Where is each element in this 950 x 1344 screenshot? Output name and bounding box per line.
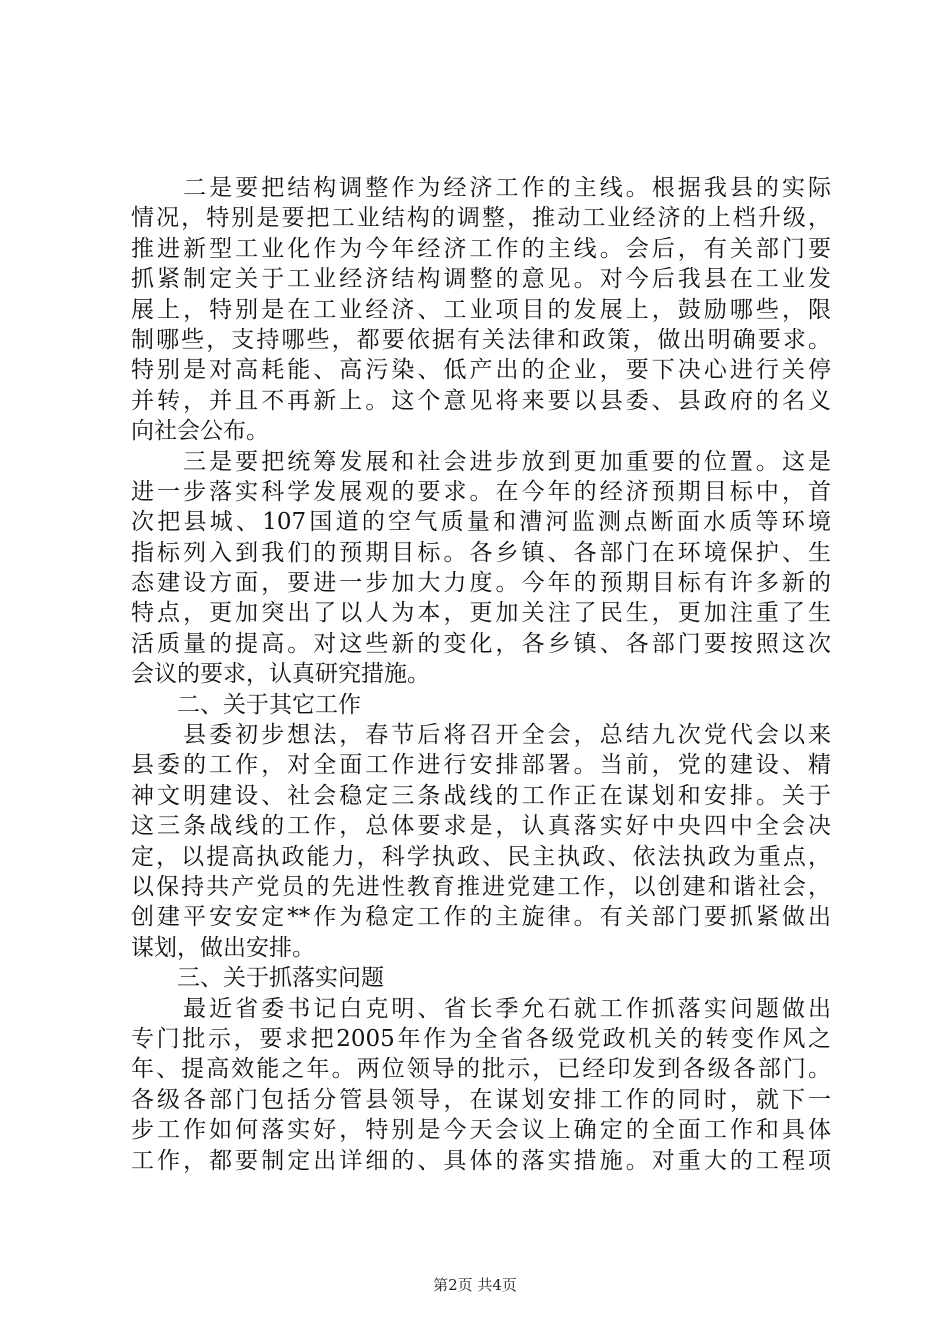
text-line: 创建平安安定**作为稳定工作的主旋律。有关部门要抓紧做出 <box>131 904 831 931</box>
text-line: 指标列入到我们的预期目标。各乡镇、各部门在环境保护、生 <box>131 539 831 566</box>
document-body <box>131 173 831 1176</box>
text-line: 二是要把结构调整作为经济工作的主线。根据我县的实际 <box>131 175 831 201</box>
text-line: 向社会公布。 <box>131 418 269 445</box>
text-line: 会议的要求，认真研究措施。 <box>131 661 430 688</box>
text-line: 三、关于抓落实问题 <box>131 965 384 992</box>
text-line: 县委的工作，对全面工作进行安排部署。当前，党的建设、精 <box>131 752 831 779</box>
text-line: 最近省委书记白克明、省长季允石就工作抓落实问题做出 <box>131 995 831 1022</box>
text-line: 步工作如何落实好，特别是今天会议上确定的全面工作和具体 <box>131 1117 831 1144</box>
text-line: 特别是对高耗能、高污染、低产出的企业，要下决心进行关停 <box>131 357 831 384</box>
text-line: 并转，并且不再新上。这个意见将来要以县委、县政府的名义 <box>131 387 831 414</box>
text-line: 这三条战线的工作，总体要求是，认真落实好中央四中全会决 <box>131 813 831 840</box>
text-line: 次把县城、107国道的空气质量和漕河监测点断面水质等环境 <box>131 509 831 536</box>
text-line: 神文明建设、社会稳定三条战线的工作正在谋划和安排。关于 <box>131 782 831 809</box>
text-line: 特点，更加突出了以人为本，更加关注了民生，更加注重了生 <box>131 600 831 627</box>
text-line: 以保持共产党员的先进性教育推进党建工作，以创建和谐社会， <box>131 873 831 900</box>
text-line: 定，以提高执政能力，科学执政、民主执政、依法执政为重点， <box>131 843 831 870</box>
page-footer: 第2页 共4页 <box>433 1276 517 1294</box>
text-line: 制哪些，支持哪些，都要依据有关法律和政策，做出明确要求。 <box>131 326 831 353</box>
text-line: 推进新型工业化作为今年经济工作的主线。会后，有关部门要 <box>131 235 831 262</box>
text-line: 各级各部门包括分管县领导，在谋划安排工作的同时，就下一 <box>131 1086 831 1113</box>
text-line: 活质量的提高。对这些新的变化，各乡镇、各部门要按照这次 <box>131 630 831 657</box>
text-line: 年、提高效能之年。两位领导的批示，已经印发到各级各部门。 <box>131 1056 831 1083</box>
text-line: 三是要把统筹发展和社会进步放到更加重要的位置。这是 <box>131 448 831 475</box>
text-line: 县委初步想法，春节后将召开全会，总结九次党代会以来 <box>131 722 831 749</box>
text-line: 态建设方面，要进一步加大力度。今年的预期目标有许多新的 <box>131 570 831 597</box>
text-line: 专门批示，要求把2005年作为全省各级党政机关的转变作风之 <box>131 1025 831 1052</box>
text-line: 展上，特别是在工业经济、工业项目的发展上，鼓励哪些，限 <box>131 296 831 323</box>
text-line: 工作，都要制定出详细的、具体的落实措施。对重大的工程项 <box>131 1147 831 1174</box>
text-line: 抓紧制定关于工业经济结构调整的意见。对今后我县在工业发 <box>131 266 831 293</box>
text-line: 进一步落实科学发展观的要求。在今年的经济预期目标中，首 <box>131 478 831 505</box>
text-line: 情况，特别是要把工业结构的调整，推动工业经济的上档升级， <box>131 205 831 232</box>
text-line: 谋划，做出安排。 <box>131 934 315 961</box>
text-line: 二、关于其它工作 <box>131 691 361 718</box>
